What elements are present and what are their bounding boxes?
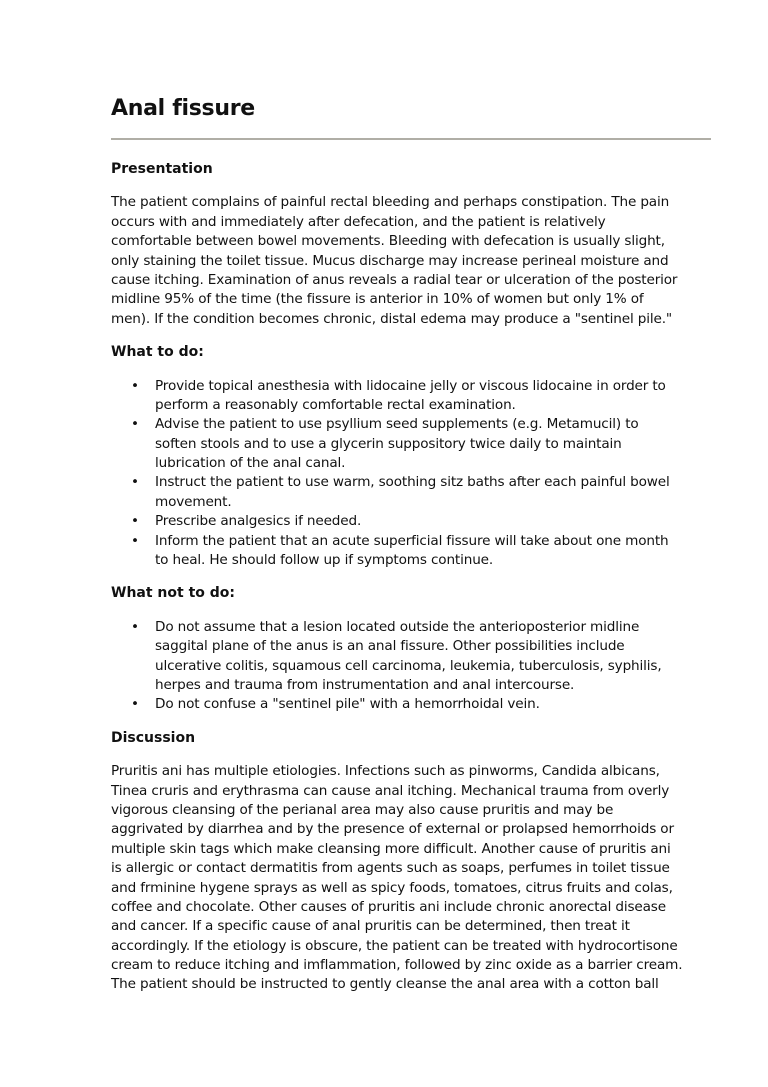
bullet-icon: • — [131, 513, 140, 530]
text-line: herpes and trauma from instrumentation and anal intercourse. — [155, 676, 575, 693]
text-line: The patient complains of painful rectal bleeding and perhaps constipation. The pain — [111, 194, 670, 211]
bullet-icon: • — [131, 696, 140, 713]
text-line: saggital plane of the anus is an anal fissure. Other possibilities include — [155, 638, 625, 655]
text-line: perform a reasonably comfortable rectal examination. — [155, 396, 516, 413]
text-line: to heal. He should follow up if symptoms continue. — [155, 552, 494, 569]
bullet-list — [111, 377, 721, 571]
text-line: lubrication of the anal canal. — [155, 455, 346, 472]
text-line: cause itching. Examination of anus reveals a radial tear or ulceration of the posterior — [111, 271, 678, 288]
bullet-icon: • — [131, 416, 140, 433]
text-line: and frminine hygene sprays as well as spicy foods, tomatoes, citrus fruits and colas, — [111, 879, 673, 896]
list-item — [111, 532, 721, 571]
section-heading: What not to do: — [111, 585, 235, 602]
bullet-list — [111, 618, 721, 715]
text-line: soften stools and to use a glycerin suppository twice daily to maintain — [155, 435, 622, 452]
text-line: men). If the condition becomes chronic, distal edema may produce a "sentinel pile." — [111, 310, 672, 327]
paragraph — [111, 193, 721, 329]
paragraph — [111, 762, 721, 995]
text-line: Instruct the patient to use warm, soothing sitz baths after each painful bowel — [155, 474, 670, 491]
document-body — [111, 160, 721, 1009]
text-line: Tinea cruris and erythrasma can cause anal itching. Mechanical trauma from overly — [111, 782, 670, 799]
text-line: multiple skin tags which make cleansing more difficult. Another cause of pruritis ani — [111, 840, 671, 857]
section-what-to-do — [111, 343, 721, 570]
page-title: Anal fissure — [111, 96, 255, 121]
section-heading: Presentation — [111, 161, 213, 177]
section-what-not-to-do — [111, 584, 721, 714]
text-line: cream to reduce itching and imflammation, followed by zinc oxide as a barrier cream. — [111, 957, 683, 974]
list-item — [111, 512, 721, 531]
list-item — [111, 618, 721, 696]
text-line: accordingly. If the etiology is obscure, the patient can be treated with hydrocortisone — [111, 937, 678, 954]
list-item — [111, 695, 721, 714]
list-item — [111, 415, 721, 473]
text-line: Do not confuse a "sentinel pile" with a hemorrhoidal vein. — [155, 696, 540, 713]
section-heading: What to do: — [111, 344, 204, 361]
text-line: and cancer. If a specific cause of anal pruritis can be determined, then treat it — [111, 918, 630, 935]
text-line: Inform the patient that an acute superficial fissure will take about one month — [155, 532, 669, 549]
text-line: midline 95% of the time (the fissure is anterior in 10% of women but only 1% of — [111, 291, 644, 308]
bullet-icon: • — [131, 474, 140, 491]
text-line: Pruritis ani has multiple etiologies. Infections such as pinworms, Candida albicans, — [111, 763, 660, 780]
text-line: comfortable between bowel movements. Bleeding with defecation is usually slight, — [111, 233, 665, 250]
text-line: ulcerative colitis, squamous cell carcinoma, leukemia, tuberculosis, syphilis, — [155, 657, 662, 674]
text-line: aggrivated by diarrhea and by the presence of external or prolapsed hemorrhoids or — [111, 821, 674, 838]
text-line: The patient should be instructed to gently cleanse the anal area with a cotton ball — [111, 976, 659, 993]
section-presentation — [111, 160, 721, 329]
text-line: Do not assume that a lesion located outside the anterioposterior midline — [155, 618, 640, 635]
text-line: vigorous cleansing of the perianal area may also cause pruritis and may be — [111, 801, 614, 818]
text-line: movement. — [155, 493, 232, 510]
title-divider — [111, 138, 711, 140]
text-line: is allergic or contact dermatitis from agents such as soaps, perfumes in toilet tissue — [111, 860, 670, 877]
text-line: Advise the patient to use psyllium seed supplements (e.g. Metamucil) to — [155, 416, 639, 433]
bullet-icon: • — [131, 377, 140, 394]
list-item — [111, 377, 721, 416]
bullet-icon: • — [131, 618, 140, 635]
text-line: only staining the toilet tissue. Mucus discharge may increase perineal moisture and — [111, 252, 669, 269]
text-line: coffee and chocolate. Other causes of pruritis ani include chronic anorectal disease — [111, 898, 666, 915]
section-discussion — [111, 729, 721, 995]
list-item — [111, 473, 721, 512]
text-line: Provide topical anesthesia with lidocaine jelly or viscous lidocaine in order to — [155, 377, 666, 394]
text-line: Prescribe analgesics if needed. — [155, 513, 362, 530]
text-line: occurs with and immediately after defecation, and the patient is relatively — [111, 213, 606, 230]
section-heading: Discussion — [111, 729, 196, 746]
bullet-icon: • — [131, 532, 140, 549]
